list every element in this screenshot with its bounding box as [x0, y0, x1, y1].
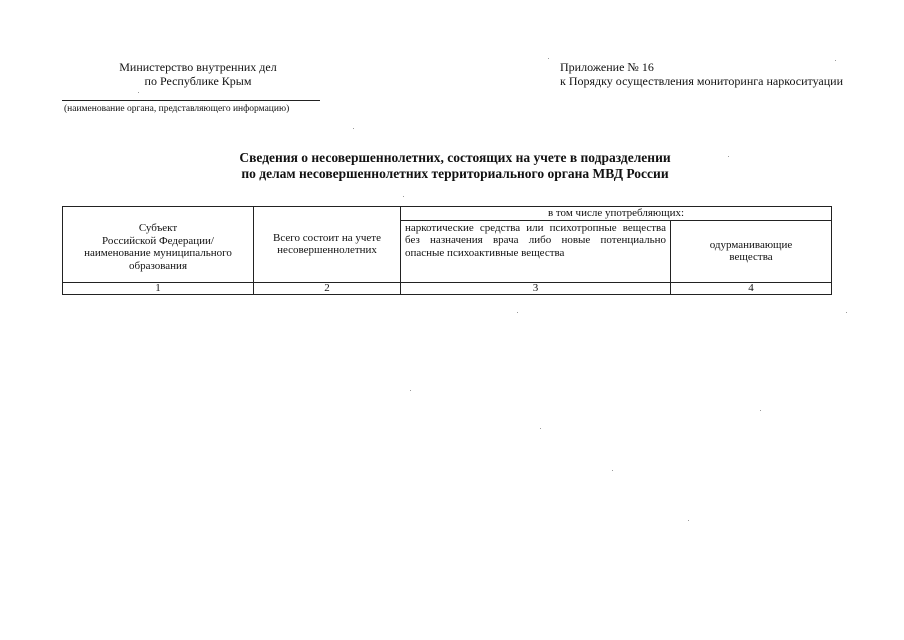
scan-speck — [728, 156, 729, 157]
header-narcotics-cell: наркотические средства или психотропные вещества без назначения врача либо новые потенциально опасные психоактивные вещества — [401, 220, 671, 282]
inhalants-header-line: одурманивающие — [709, 238, 793, 251]
header-group-cell: в том числе употребляющих: — [401, 207, 832, 221]
column-number: 4 — [671, 282, 832, 294]
scan-speck — [846, 312, 847, 313]
document-title-line-2: по делам несовершеннолетних территориального органа МВД России — [241, 166, 669, 181]
scan-speck — [548, 58, 549, 59]
column-number: 3 — [401, 282, 671, 294]
organization-name — [98, 60, 298, 88]
scan-speck — [760, 410, 761, 411]
total-header-line: несовершеннолетних — [277, 244, 377, 257]
subject-header-line: образования — [128, 259, 188, 272]
header-subject-cell — [63, 207, 254, 283]
organization-underline — [62, 100, 320, 101]
scan-speck — [612, 470, 613, 471]
total-header-line: Всего состоит на учете — [273, 231, 381, 244]
column-number: 1 — [63, 282, 254, 294]
header-total-cell — [254, 207, 401, 283]
scan-speck — [835, 60, 836, 61]
document-title-line-1: Сведения о несовершеннолетних, состоящих на учете в подразделении — [239, 150, 671, 165]
scan-speck — [410, 390, 411, 391]
inhalants-header-line: вещества — [729, 251, 773, 263]
subject-header-line: Субъект — [138, 222, 178, 235]
scan-speck — [688, 520, 689, 521]
header-inhalants-cell — [671, 220, 832, 282]
column-number: 2 — [254, 282, 401, 294]
column-number-row — [63, 282, 832, 294]
scan-speck — [138, 92, 139, 93]
subject-header-line: Российской Федерации/ — [102, 234, 214, 247]
organization-line-1: Министерство внутренних дел — [119, 60, 277, 74]
table-header-row — [63, 207, 832, 221]
scan-speck — [517, 312, 518, 313]
report-table — [62, 206, 832, 295]
document-title — [150, 150, 760, 182]
appendix-reference — [560, 60, 843, 88]
scan-speck — [403, 196, 404, 197]
organization-line-2: по Республике Крым — [144, 74, 252, 88]
organization-caption: (наименование органа, представляющего информацию) — [64, 104, 290, 114]
appendix-procedure: к Порядку осуществления мониторинга наркоситуации — [560, 74, 844, 88]
subject-header-line: наименование муниципального — [84, 247, 232, 260]
appendix-number: Приложение № 16 — [560, 60, 654, 74]
scan-speck — [353, 128, 354, 129]
scan-speck — [540, 428, 541, 429]
